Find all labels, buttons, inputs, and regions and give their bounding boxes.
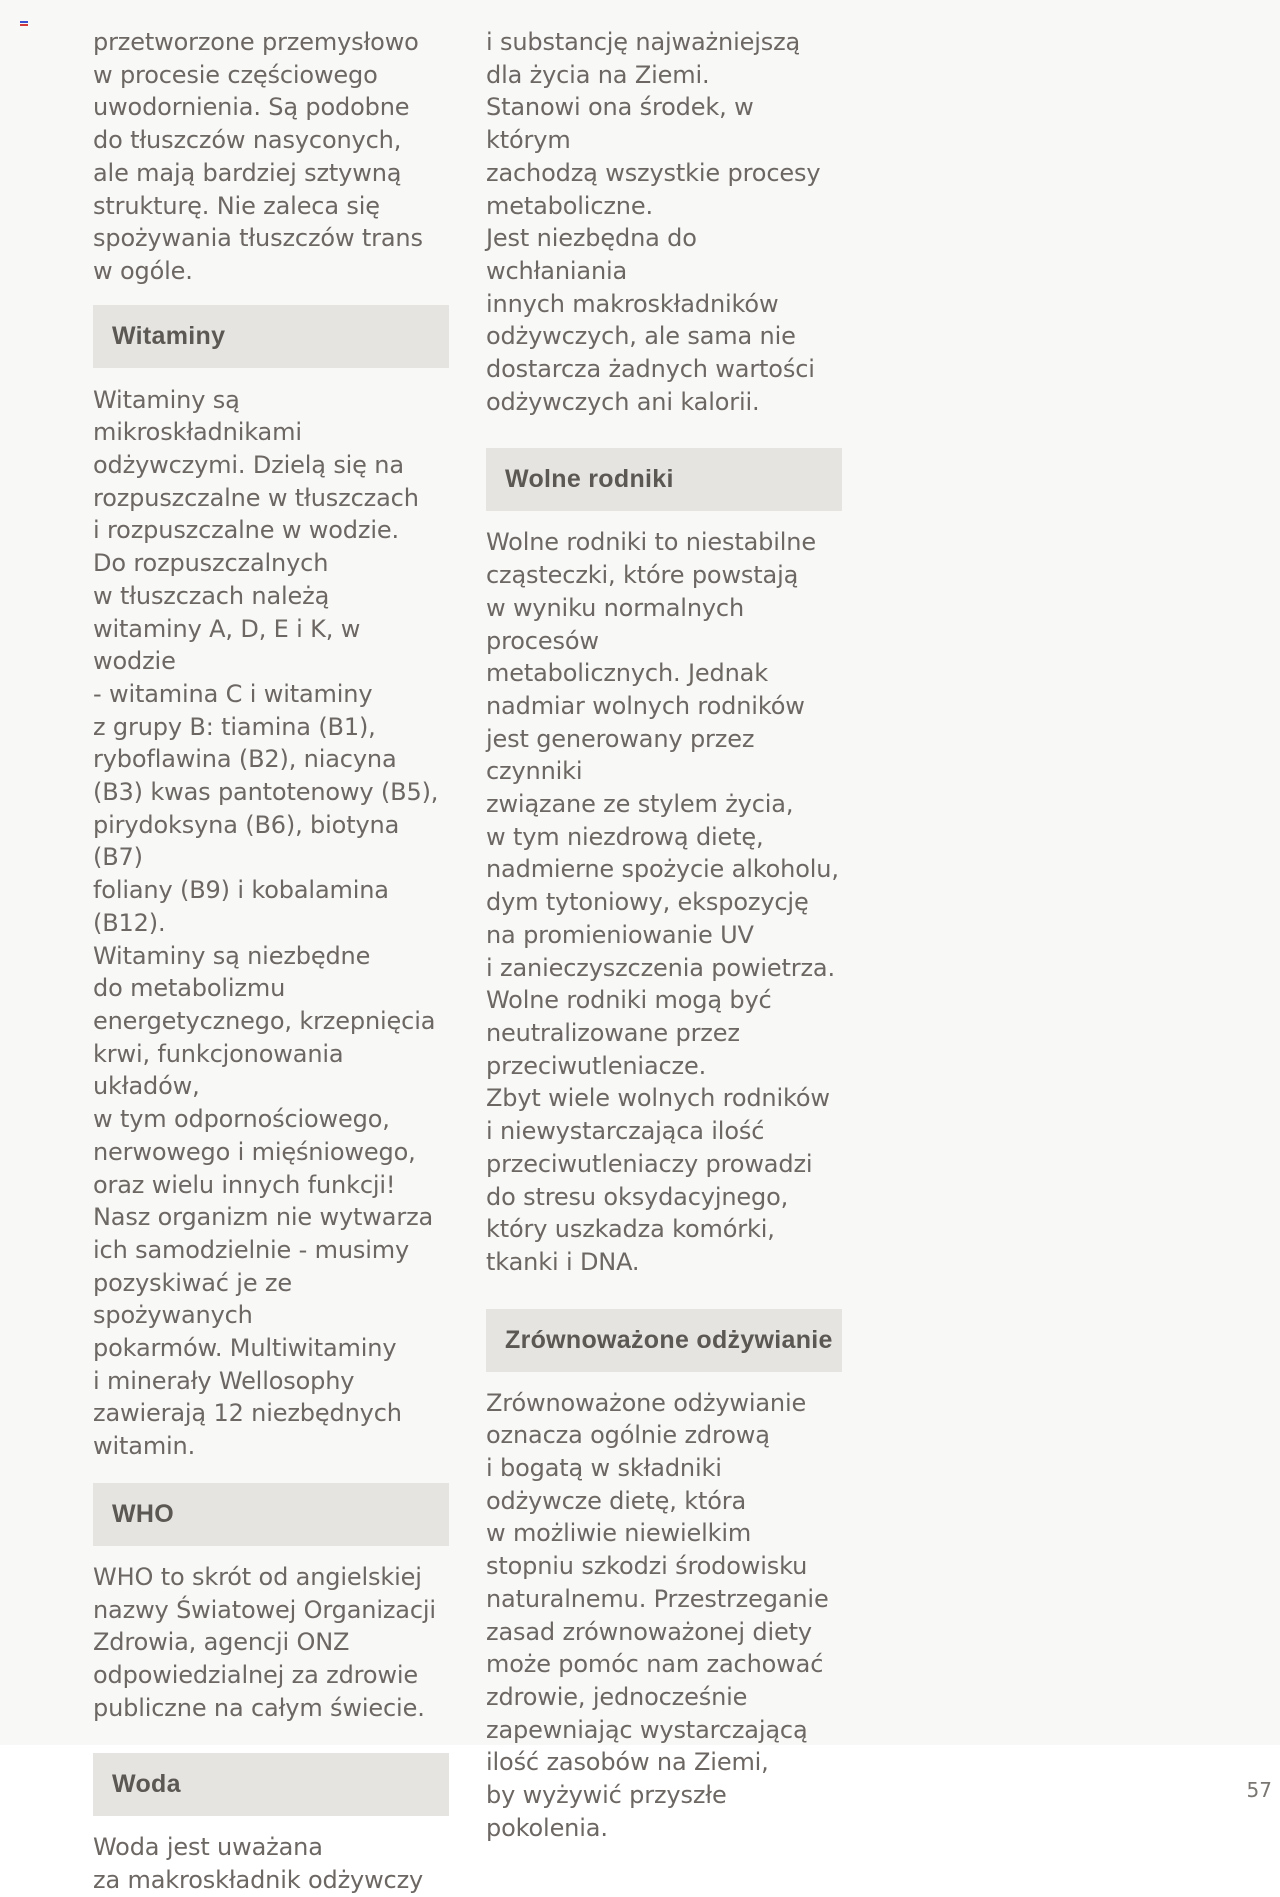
section-text-sustainable-nutrition: Zrównoważone odżywianie oznacza ogólnie zdrową i bogatą w składniki odżywcze dietę, która w możliwie niewielkim stopniu szkodzi środowisku naturalnemu. Przestrzeganie zasad zrównoważonej diety może pomóc nam zachować zdrowie, jednocześnie zapewniając wystarczającą ilość zasobów na Ziemi, by wyżywić przyszłe pokolenia. [486, 1388, 829, 1842]
section-heading-sustainable-nutrition: Zrównoważone odżywianie [486, 1309, 842, 1372]
intro-text-water-continued: i substancję najważniejszą dla życia na Ziemi. Stanowi ona środek, w którym zachodzą wszystkie procesy metaboliczne. Jest niezbędna do wchłaniania innych makroskładników odżywczych, ale sama nie dostarcza żadnych wartości odżywczych ani kalorii. [486, 28, 821, 416]
section-heading-who: WHO [93, 1483, 449, 1546]
intro-text-trans-fats: przetworzone przemysłowo w procesie częściowego uwodornienia. Są podobne do tłuszczów nasyconych, ale mają bardziej sztywną strukturę. Nie zaleca się spożywania tłuszczów trans w ogóle. [93, 28, 423, 285]
menu-icon[interactable] [20, 21, 28, 26]
section-text-water: Woda jest uważana za makroskładnik odżywczy [93, 1833, 424, 1895]
section-text-vitamins: Witaminy są mikroskładnikami odżywczymi. Dzielą się na rozpuszczalne w tłuszczach i rozpuszczalne w wodzie. Do rozpuszczalnych w tłuszczach należą witaminy A, D, E i K, w wodzie - witamina C i witaminy z grupy B: tiamina (B1), ryboflawina (B2), niacyna (B3) kwas pantotenowy (B5), pirydoksyna (B6), biotyna (B7) foliany (B9) i kobalamina (B12). Witaminy są niezbędne do metabolizmu energetycznego, krzepnięcia krwi, funkcjonowania układów, w tym odpornościowego, nerwowego i mięśniowego, oraz wielu innych funkcji! Nasz organizm nie wytwarza ich samodzielnie - musimy pozyskiwać je ze spożywanych pokarmów. Multiwitaminy i minerały Wellosophy zawierają 12 niezbędnych witamin. [93, 385, 439, 1461]
section-heading-free-radicals: Wolne rodniki [486, 448, 842, 511]
left-column [93, 26, 449, 1897]
section-text-who: WHO to skrót od angielskiej nazwy Światowej Organizacji Zdrowia, agencji ONZ odpowiedzialnej za zdrowie publiczne na całym świecie. [93, 1562, 436, 1722]
section-text-free-radicals: Wolne rodniki to niestabilne cząsteczki, które powstają w wyniku normalnych procesów metabolicznych. Jednak nadmiar wolnych rodników jest generowany przez czynniki związane ze stylem życia, w tym niezdrową dietę, nadmierne spożycie alkoholu, dym tytoniowy, ekspozycję na promieniowanie UV i zanieczyszczenia powietrza. Wolne rodniki mogą być neutralizowane przez przeciwutleniacze. Zbyt wiele wolnych rodników i niewystarczająca ilość przeciwutleniaczy prowadzi do stresu oksydacyjnego, który uszkadza komórki, tkanki i DNA. [486, 528, 839, 1276]
section-heading-vitamins: Witaminy [93, 305, 449, 368]
section-heading-water: Woda [93, 1753, 449, 1816]
right-column [486, 26, 842, 1844]
page-number: 57 [1246, 1778, 1272, 1802]
